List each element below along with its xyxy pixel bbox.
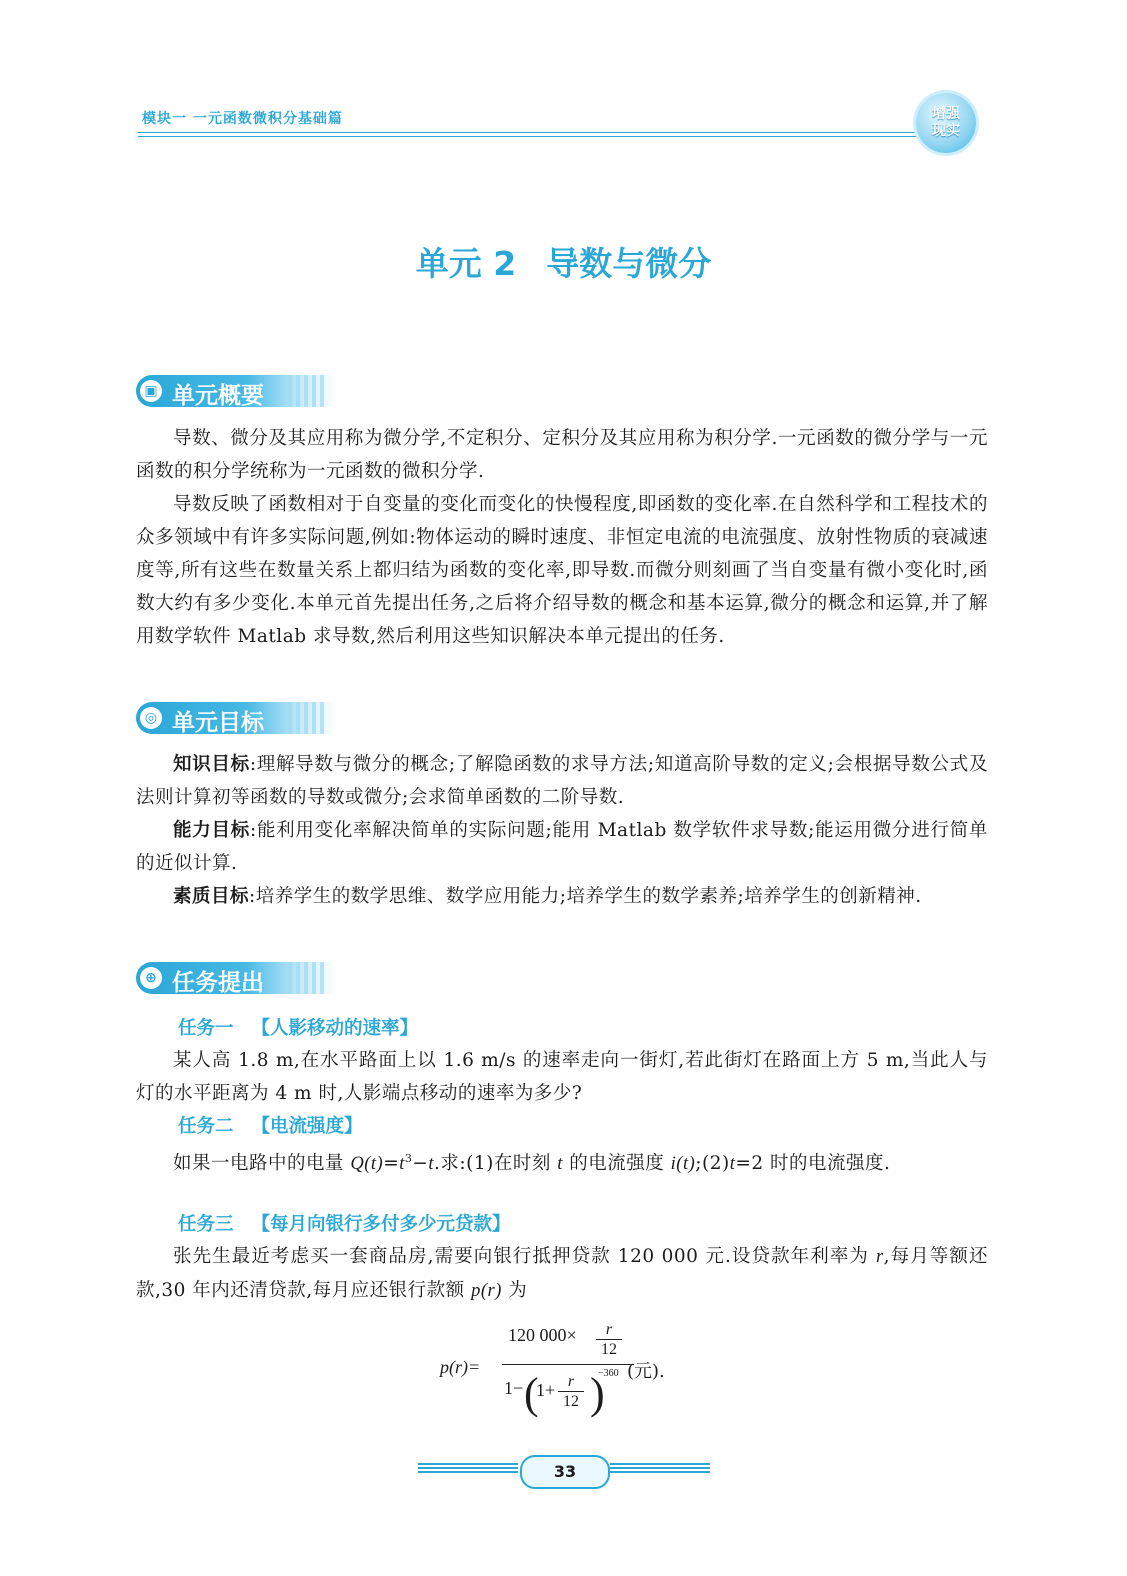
page-ornament-left: [418, 1463, 518, 1473]
task-3-title: [178, 1210, 511, 1236]
overview-icon: ▣: [140, 380, 162, 402]
tasks-icon: ⊕: [140, 967, 162, 989]
section-title-overview: 单元概要: [172, 383, 264, 409]
numerator-fraction: [596, 1320, 622, 1359]
equals-sign: =: [383, 1153, 400, 1175]
badge-line-2: 现实: [932, 123, 960, 139]
augmented-reality-badge[interactable]: [916, 93, 976, 153]
task-1-title: [178, 1014, 418, 1040]
section-title-tasks: 任务提出: [172, 970, 264, 996]
payment-formula: [440, 1320, 700, 1430]
task-1-label: 任务一: [178, 1018, 234, 1039]
header-rule-top: [138, 132, 918, 133]
minus-sign: −: [412, 1153, 429, 1175]
task-3-text-c: 为: [501, 1280, 528, 1301]
badge-line-1: 增强: [932, 106, 960, 122]
exponent-3: 3: [404, 1152, 413, 1165]
page-number: 33: [520, 1455, 610, 1489]
unit-title: [0, 238, 1127, 285]
current-function: i(t): [670, 1154, 696, 1175]
task-2-text-b: .求:(1)在时刻: [434, 1153, 558, 1175]
overview-paragraph-1: 导数、微分及其应用称为微分学,不定积分、定积分及其应用称为积分学.一元函数的微分学与一元函数的积分学统称为一元函数的微积分学.: [136, 428, 988, 482]
denominator-one-plus: 1+: [536, 1380, 556, 1400]
formula-unit: (元).: [627, 1361, 665, 1382]
var-t-1: t: [399, 1154, 405, 1175]
left-paren: (: [524, 1369, 539, 1418]
main-fraction-bar: [502, 1364, 634, 1365]
ability-goal-text: :能利用变化率解决简单的实际问题;能用 Matlab 数学软件求导数;能运用微分进行简单的近似计算.: [136, 820, 988, 874]
task-2-text-d: ;(2): [695, 1153, 730, 1175]
unit-number: 单元 2: [415, 244, 517, 283]
page-ornament-right: [610, 1463, 710, 1473]
quality-goal-label: 素质目标: [173, 886, 250, 907]
unit-name: 导数与微分: [546, 244, 712, 283]
section-title-goals: 单元目标: [172, 710, 264, 736]
task-3-name: 【每月向银行多付多少元贷款】: [251, 1214, 511, 1235]
denominator-r: r: [567, 1373, 575, 1390]
ability-goal-label: 能力目标: [173, 820, 250, 841]
knowledge-goal: [136, 748, 988, 814]
section-bar-tasks: [136, 962, 336, 994]
quality-goal-text: :培养学生的数学思维、数学应用能力;培养学生的数学素养;培养学生的创新精神.: [249, 886, 922, 907]
knowledge-goal-label: 知识目标: [173, 754, 250, 775]
numerator-r: r: [605, 1321, 613, 1338]
right-paren: ): [590, 1369, 605, 1418]
task-1-name: 【人影移动的速率】: [251, 1018, 419, 1039]
quality-goal: [136, 880, 988, 913]
goals-icon: ◎: [140, 707, 162, 729]
formula-exponent: −360: [598, 1368, 619, 1379]
task-2-text-c: 的电流强度: [562, 1153, 671, 1175]
var-t-4: t: [729, 1154, 736, 1175]
task-3-text-a: 张先生最近考虑买一套商品房,需要向银行抵押贷款 120 000 元.设贷款年利率为: [173, 1246, 876, 1267]
task-3-text: [136, 1240, 988, 1308]
task-2-name: 【电流强度】: [251, 1116, 363, 1137]
task-3-text-b: ,每月等额还款,30 年内还清贷款,每月应还银行款额: [136, 1246, 988, 1301]
task-2-text: [136, 1142, 988, 1181]
task-2-title: [178, 1112, 363, 1138]
denominator-fraction: [558, 1372, 584, 1411]
task-1-text: 某人高 1.8 m,在水平路面上以 1.6 m/s 的速率走向一街灯,若此街灯在路面上方 5 m,当此人与灯的水平距离为 4 m 时,人影端点移动的速率为多少?: [136, 1050, 988, 1104]
denominator-one-minus: 1−: [504, 1378, 524, 1398]
numerator-12: 12: [601, 1341, 617, 1358]
var-t-2: t: [428, 1154, 435, 1175]
task-2-label: 任务二: [178, 1116, 234, 1137]
task-3-label: 任务三: [178, 1214, 234, 1235]
section-bar-overview: [136, 375, 336, 407]
payment-function: p(r): [471, 1281, 502, 1301]
module-header: 模块一 一元函数微积分基础篇: [142, 111, 343, 127]
overview-paragraph-2: 导数反映了函数相对于自变量的变化而变化的快慢程度,即函数的变化率.在自然科学和工程技术的众多领域中有许多实际问题,例如:物体运动的瞬时速度、非恒定电流的电流强度、放射性物质的衰减速度等,所有这些在数量关系上都归结为函数的变化率,即导数.而微分则刻画了当自变量有微小变化时,函数大约有多少变化.本单元首先提出任务,之后将介绍导数的概念和基本运算,微分的概念和运算,并了解用数学软件 Matlab 求导数,然后利用这些知识解决本单元提出的任务.: [136, 494, 988, 647]
denominator-12: 12: [563, 1393, 579, 1410]
task-2-text-e: =2 时的电流强度.: [735, 1153, 891, 1175]
charge-function: Q(t): [350, 1154, 384, 1175]
task-2-text-a: 如果一电路中的电量: [173, 1153, 351, 1175]
formula-lhs: p(r)=: [440, 1357, 481, 1377]
header-rule-bottom: [138, 136, 918, 137]
section-bar-goals: [136, 702, 336, 734]
var-r: r: [875, 1247, 884, 1267]
var-t-3: t: [557, 1154, 563, 1175]
formula-numerator: 120 000×: [508, 1325, 577, 1345]
knowledge-goal-text: :理解导数与微分的概念;了解隐函数的求导方法;知道高阶导数的定义;会根据导数公式及法则计算初等函数的导数或微分;会求简单函数的二阶导数.: [136, 754, 988, 808]
ability-goal: [136, 814, 988, 880]
